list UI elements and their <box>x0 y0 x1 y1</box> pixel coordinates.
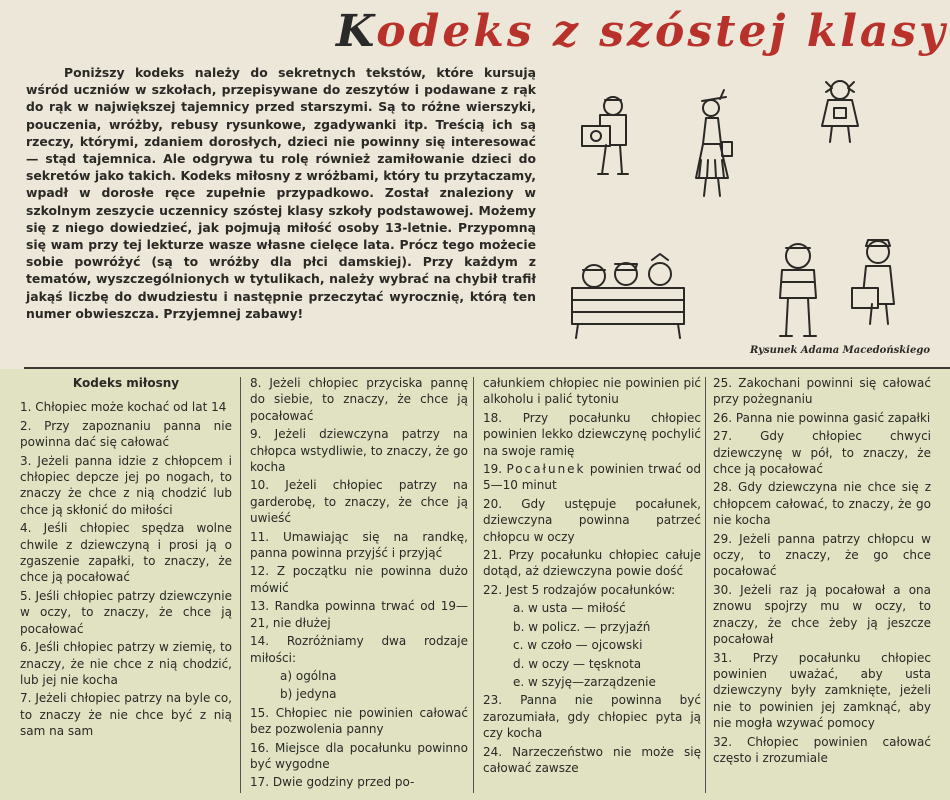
rule-item: 18. Przy pocałunku chłopiec powinien lekko dziewczynę pochylić na swoje ramię <box>483 410 701 458</box>
column-heading: Kodeks miłosny <box>72 376 180 390</box>
rule-item: 13. Randka powinna trwać od 19—21, nie dłużej <box>250 599 468 630</box>
rule-item: 20. Gdy ustępuje pocałunek, dziewczyna powinna patrzeć chłopcu w oczy <box>483 496 701 544</box>
rule-item: 28. Gdy dziewczyna nie chce się z chłopcem całować, to znaczy, że go nie kocha <box>713 480 931 528</box>
rule-item: 11. Umawiając się na randkę, panna powinna przyjść i przyjąć <box>250 529 468 561</box>
rule-item: 5. Jeśli chłopiec patrzy dziewczynie w oczy, to znaczy, że chce ją pocałować <box>20 588 232 636</box>
rule-item: 1. Chłopiec może kochać od lat 14 <box>20 400 227 415</box>
rule-item: 15. Chłopiec nie powinien całować bez pozwolenia panny <box>250 705 468 737</box>
rule-item: 16. Miejsce dla pocałunku powinno być wygodne <box>250 740 468 771</box>
rule-item <box>483 461 701 494</box>
title-initial: K <box>336 6 377 57</box>
rule-item: 12. Z początku nie powinna dużo mówić <box>250 564 468 595</box>
intro-paragraph: Poniższy kodeks należy do sekretnych tekstów, które kursują wśród uczniów w szkołach, przepisywane do zeszytów i podawane z rąk do rąk w największej tajemnicy przed starszymi. Są to różne wierszyki, pouczenia, wróżby, rebusy rysunkowe, zgadywanki itp. Treścią ich są rzeczy, którymi, zdaniem dorosłych, dzieci nie powinny się interesować — stąd tajemnica. Ale odgrywa tu rolę również zamiłowanie dzieci do sekretów jako takich. Kodeks miłosny z wróżbami, który tu przytaczamy, wpadł w dorosłe ręce zupełnie przypadkowo. Został znaleziony w szkolnym zeszycie uczennicy szóstej klasy szkoły podstawowej. Możemy się z niego dowiedzieć, jak pojmują miłość osoby 13-letnie. Przypomną się wam przy tej lekturze wasze własne cielęce lata. Prócz tego możecie sobie powróżyć (są to wróżby dla płci damskiej). Przy każdym z tematów, wyszczególnionych w tytulikach, należy wybrać na chybił trafił jakąś liczbę do dwudziestu i następnie przeczytać wyrocznię, którą ten numer obwieszcza. Przyjemnej zabawy! <box>26 65 536 321</box>
rule-item: 4. Jeśli chłopiec spędza wolne chwile z dziewczyną i prosi ją o zgaszenie zapałki, to znaczy, że chce ją pocałować <box>20 521 232 585</box>
rule-item: 25. Zakochani powinni się całować przy pożegnaniu <box>713 376 931 407</box>
girl-with-bows-figure <box>822 81 858 142</box>
rule-item: 29. Jeżeli panna patrzy chłopcu w oczy, to znaczy, że go chce pocałować <box>713 531 931 579</box>
rule-item: 21. Przy pocałunku chłopiec całuje dotąd, aż dziewczyna powie dość <box>483 548 701 579</box>
rule-subitem: a. w usta — miłość <box>513 601 626 616</box>
column-3 <box>483 375 701 795</box>
rule-item: 30. Jeżeli raz ją pocałował a ona znowu spojrzy mu w oczy, to znaczy, że chce żeby ją jeszcze pocałował <box>713 582 931 647</box>
rule-item: 10. Jeżeli chłopiec patrzy na garderobę, to znaczy, że chce ją uwieść <box>250 478 468 526</box>
code-section <box>0 369 950 800</box>
illustration-caption: Rysunek Adama Macedońskiego <box>750 345 930 356</box>
rule-item: 2. Przy zapoznaniu panna nie powinna dać się całować <box>20 418 232 450</box>
rule-item: 27. Gdy chłopiec chwyci dziewczynę w pół, to znaczy, że chce ją pocałować <box>713 429 931 477</box>
rule-item: 22. Jest 5 rodzajów pocałunków: <box>483 582 676 597</box>
rule-item: 17. Dwie godziny przed po- <box>250 775 415 790</box>
rule-item: 31. Przy pocałunku chłopiec powinien uważać, aby usta dziewczyny były zamknięte, jeżeli nie to powinien jej zamknąć, aby nie mogła wzywać pomocy <box>713 650 931 731</box>
column-divider <box>473 377 474 793</box>
illustration <box>556 78 926 340</box>
illustration-drawing <box>556 78 926 340</box>
rule-item: 32. Chłopiec powinien całować często i zrozumiale <box>713 734 931 765</box>
rule-item: 23. Panna nie powinna być zarozumiała, gdy chłopiec pyta ją czy kocha <box>483 693 701 741</box>
rule-number: 19. <box>483 462 503 477</box>
rule-item: 24. Narzeczeństwo nie może się całować zawsze <box>483 744 701 775</box>
column-4 <box>713 375 931 795</box>
rule-subitem: b. w policz. — przyjaźń <box>513 619 651 634</box>
rule-item: 9. Jeżeli dziewczyna patrzy na chłopca wstydliwie, to znaczy, że go kocha <box>250 427 468 475</box>
rule-item: 3. Jeżeli panna idzie z chłopcem i chłopiec depcze jej po nogach, to znaczy że chce z nią chodzić lub chce ją skłonić do miłości <box>20 453 232 517</box>
pupils-at-desk-figure <box>572 254 684 338</box>
title-rest: odeks z szóstej klasy <box>376 6 948 57</box>
rule-subitem: b) jedyna <box>280 687 337 702</box>
column-divider <box>705 377 706 793</box>
rule-item: całunkiem chłopiec nie powinien pić alkoholu i palić tytoniu <box>483 376 701 407</box>
boy-with-sign-figure <box>582 97 628 174</box>
rule-item: 7. Jeżeli chłopiec patrzy na byle co, to znaczy że nie chce być z nią sam na sam <box>20 691 232 739</box>
column-1 <box>20 375 232 795</box>
column-divider <box>240 377 241 793</box>
rule-item: 6. Jeśli chłopiec patrzy w ziemię, to znaczy, że nie chce z nią chodzić, lub jej nie kocha <box>20 640 232 687</box>
column-2 <box>250 375 468 795</box>
girl-in-skirt-figure <box>696 90 732 196</box>
rule-subitem: a) ogólna <box>280 668 337 683</box>
boy-folded-arms-figure <box>780 244 816 336</box>
rule-text: powinien trwać od 5—10 minut <box>483 462 701 493</box>
rule-subitem: c. w czoło — ojcowski <box>513 638 643 653</box>
rule-subitem: d. w oczy — tęsknota <box>513 656 642 671</box>
rule-keyword: Pocałunek <box>506 462 586 477</box>
girl-with-box-figure <box>852 240 894 324</box>
rule-item: 14. Rozróżniamy dwa rodzaje miłości: <box>250 634 468 665</box>
rule-item: 8. Jeżeli chłopiec przyciska pannę do siebie, to znaczy, że chce ją pocałować <box>250 376 468 423</box>
rule-subitem: e. w szyję—zarządzenie <box>513 674 656 689</box>
page-title <box>336 2 948 62</box>
rule-item: 26. Panna nie powinna gasić zapałki <box>713 410 931 425</box>
